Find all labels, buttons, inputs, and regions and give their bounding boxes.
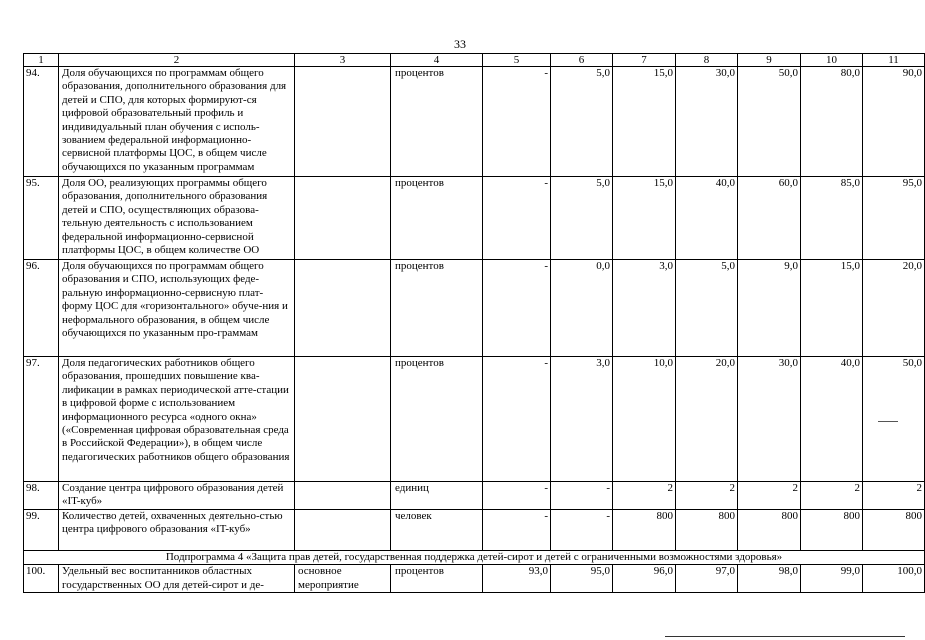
value-cell: 50,0 xyxy=(863,357,925,482)
value-cell: 5,0 xyxy=(551,67,613,177)
value-cell: 60,0 xyxy=(738,177,801,260)
value-cell: 50,0 xyxy=(738,67,801,177)
value-cell: - xyxy=(483,510,551,551)
value-cell: 9,0 xyxy=(738,260,801,357)
subprogram-row xyxy=(24,551,925,565)
value-cell: 15,0 xyxy=(613,67,676,177)
indicator-description: Доля обучающихся по программам общего образования и СПО, использующих феде-ральную информационно-сервисную плат-форму ЦОС для «горизонтального» обуче-ния и неформального образования, в общем числе обучающихся по указанным про-граммам xyxy=(59,260,295,357)
indicator-description: Удельный вес воспитанников областных государственных ОО для детей-сирот и де- xyxy=(59,565,295,593)
value-cell: 15,0 xyxy=(801,260,863,357)
table-row xyxy=(24,357,925,482)
table-row xyxy=(24,482,925,510)
value-cell: 97,0 xyxy=(676,565,738,593)
indicator-description: Доля педагогических работников общего образования, прошедших повышение ква-лификации в рамках периодической атте-стации в цифровой форме с использованием информационного ресурса «одного окна» («Современная цифровая образовательная среда в Российской Федерации»), в общем числе педагогических работников общего образования xyxy=(59,357,295,482)
value-cell: 2 xyxy=(613,482,676,510)
row-number: 95. xyxy=(24,177,59,260)
unit-cell: процентов xyxy=(391,177,483,260)
column-number: 11 xyxy=(863,54,925,67)
column-number: 1 xyxy=(24,54,59,67)
value-cell: - xyxy=(551,482,613,510)
value-cell: 2 xyxy=(676,482,738,510)
row-number: 99. xyxy=(24,510,59,551)
column-number: 2 xyxy=(59,54,295,67)
value-cell: 3,0 xyxy=(613,260,676,357)
value-cell: 3,0 xyxy=(551,357,613,482)
unit-cell: процентов xyxy=(391,357,483,482)
value-cell: 30,0 xyxy=(738,357,801,482)
unit-cell: процентов xyxy=(391,565,483,593)
column-number: 10 xyxy=(801,54,863,67)
indicators-table xyxy=(23,53,925,593)
unit-cell: процентов xyxy=(391,67,483,177)
program-cell xyxy=(295,357,391,482)
value-cell: 93,0 xyxy=(483,565,551,593)
table-row xyxy=(24,67,925,177)
value-cell: - xyxy=(483,67,551,177)
row-number: 100. xyxy=(24,565,59,593)
program-cell xyxy=(295,67,391,177)
value-cell: - xyxy=(551,510,613,551)
value-cell: 800 xyxy=(738,510,801,551)
value-cell: 40,0 xyxy=(801,357,863,482)
value-cell: 2 xyxy=(863,482,925,510)
value-cell: 5,0 xyxy=(676,260,738,357)
unit-cell: человек xyxy=(391,510,483,551)
value-cell: 10,0 xyxy=(613,357,676,482)
table-row xyxy=(24,565,925,593)
row-number: 96. xyxy=(24,260,59,357)
program-cell xyxy=(295,177,391,260)
value-cell: 85,0 xyxy=(801,177,863,260)
margin-mark xyxy=(878,421,898,422)
value-cell: 800 xyxy=(801,510,863,551)
value-cell: 40,0 xyxy=(676,177,738,260)
page-number: 33 xyxy=(454,37,466,51)
table-row xyxy=(24,510,925,551)
column-number: 4 xyxy=(391,54,483,67)
value-cell: - xyxy=(483,357,551,482)
value-cell: 20,0 xyxy=(863,260,925,357)
scan-artifact-line xyxy=(665,636,905,637)
indicator-description: Количество детей, охваченных деятельно-стью центра цифрового образования «IT-куб» xyxy=(59,510,295,551)
program-cell xyxy=(295,260,391,357)
value-cell: 95,0 xyxy=(551,565,613,593)
unit-cell: единиц xyxy=(391,482,483,510)
column-number: 9 xyxy=(738,54,801,67)
value-cell: 98,0 xyxy=(738,565,801,593)
value-cell: 800 xyxy=(863,510,925,551)
value-cell: 15,0 xyxy=(613,177,676,260)
value-cell: 0,0 xyxy=(551,260,613,357)
column-number: 6 xyxy=(551,54,613,67)
value-cell: 99,0 xyxy=(801,565,863,593)
column-number: 3 xyxy=(295,54,391,67)
table-row xyxy=(24,260,925,357)
row-number: 98. xyxy=(24,482,59,510)
value-cell: 90,0 xyxy=(863,67,925,177)
value-cell: - xyxy=(483,482,551,510)
row-number: 97. xyxy=(24,357,59,482)
unit-cell: процентов xyxy=(391,260,483,357)
column-number: 5 xyxy=(483,54,551,67)
value-cell: 96,0 xyxy=(613,565,676,593)
program-cell xyxy=(295,510,391,551)
value-cell: 95,0 xyxy=(863,177,925,260)
program-cell xyxy=(295,482,391,510)
value-cell: 800 xyxy=(613,510,676,551)
value-cell: - xyxy=(483,177,551,260)
indicator-description: Создание центра цифрового образования детей «IT-куб» xyxy=(59,482,295,510)
table-row xyxy=(24,177,925,260)
row-number: 94. xyxy=(24,67,59,177)
column-number: 7 xyxy=(613,54,676,67)
value-cell: 2 xyxy=(801,482,863,510)
value-cell: 30,0 xyxy=(676,67,738,177)
program-cell: основное мероприятие xyxy=(295,565,391,593)
value-cell: - xyxy=(483,260,551,357)
column-number: 8 xyxy=(676,54,738,67)
value-cell: 100,0 xyxy=(863,565,925,593)
subprogram-title: Подпрограмма 4 «Защита прав детей, государственная поддержка детей-сирот и детей с ограниченными возможностями здоровья» xyxy=(24,551,925,565)
value-cell: 80,0 xyxy=(801,67,863,177)
column-number-row xyxy=(24,54,925,67)
value-cell: 800 xyxy=(676,510,738,551)
indicator-description: Доля обучающихся по программам общего образования, дополнительного образования для детей и СПО, для которых формируют-ся цифровой образовательный профиль и индивидуальный план обучения с исполь-зованием федеральной информационно-сервисной платформы ЦОС, в общем числе обучающихся по указанным программам xyxy=(59,67,295,177)
value-cell: 5,0 xyxy=(551,177,613,260)
indicator-description: Доля ОО, реализующих программы общего образования, дополнительного образования детей и СПО, осуществляющих образова-тельную деятельность с использованием федеральной информационно-сервисной платформы ЦОС, в общем количестве ОО xyxy=(59,177,295,260)
value-cell: 2 xyxy=(738,482,801,510)
value-cell: 20,0 xyxy=(676,357,738,482)
